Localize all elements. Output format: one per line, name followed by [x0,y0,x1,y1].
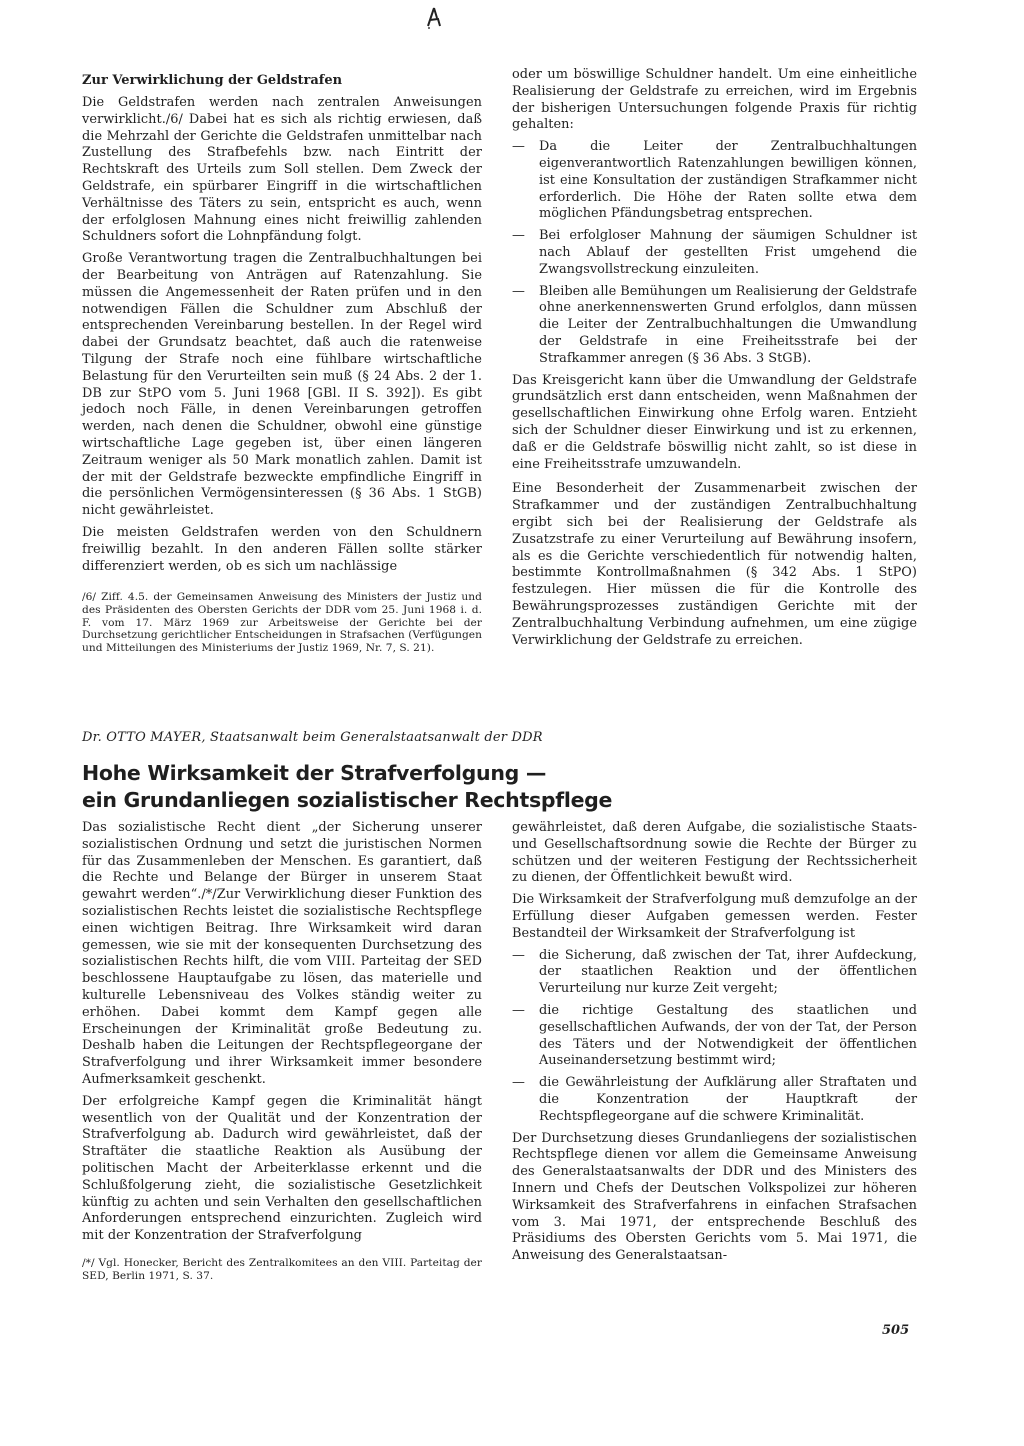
footnote-text: /6/ Ziff. 4.5. der Gemeinsamen Anweisung des Ministers der Justiz und des Präsidenten des Obersten Gerichts der DDR vom 25. Juni 1968 i. d. F. vom 17. März 1969 zur Arbeitsweise der Gerichte bei der Durchsetzung gerichtlicher Entscheidungen in Strafsachen (Verfügungen und Mitteilungen des Ministeriums der Justiz 1969, Nr. 7, S. 21). [82,591,482,654]
paragraph: Eine Besonderheit der Zusammenarbeit zwischen der Strafkammer und der zuständigen Zentralbuchhaltung ergibt sich bei der Realisierung der Geldstrafe als Zusatzstrafe zu einer Verurteilung auf Bewährung insofern, als es die Gerichte verschiedentlich für notwendig halten, bestimmte Kontrollmaßnahmen (§ 342 Abs. 1 StPO) festzulegen. Hier müssen die für die Kontrolle des Bewährungsprozesses zuständigen Gerichte mit der Zentralbuchhaltung Verbindung aufnehmen, um eine zügige Verwirklichung der Geldstrafe zu erreichen. [512,481,917,648]
top-left-column [82,72,482,659]
paragraph: Das sozialistische Recht dient „der Sicherung unserer sozialistischen Ordnung und setzt die juristischen Normen für das Zusammenleben der Menschen. Es garantiert, daß die Rechte und Belange der Bürger in unserem Staat gewahrt werden“./*/Zur Verwirklichung dieser Funktion des sozialistischen Rechts leistet die sozialistische Rechtspflege einen wichtigen Beitrag. Ihre Wirksamkeit wird daran gemessen, wie sie mit der konsequenten Durchsetzung des sozialistischen Rechts hilft, die vom VIII. Parteitag der SED beschlossene Hauptaufgabe zu lösen, das materielle und kulturelle Lebensniveau des Volkes ständig weiter zu erhöhen. Dabei kommt dem Kampf gegen alle Erscheinungen der Kriminalität große Bedeutung zu. Deshalb haben die Leitungen der Rechtspflegeorgane der Strafverfolgung und ihrer Wirksamkeit immer besondere Aufmerksamkeit geschenkt. [82,820,482,1087]
paragraph: Große Verantwortung tragen die Zentralbuchhaltungen bei der Bearbeitung von Anträgen auf Ratenzahlung. Sie müssen die Angemessenheit der Raten prüfen und in den notwendigen Fällen die Schuldner zum Abschluß der entsprechenden Vereinbarung bestellen. In der Regel wird dabei der Grundsatz beachtet, daß auch die ratenweise Tilgung der Strafe noch eine fühlbare wirtschaftliche Belastung für den Verurteilten sein muß (§ 24 Abs. 2 der 1. DB zur StPO vom 5. Juni 1968 [GBl. II S. 392]). Es gibt jedoch noch Fälle, in denen Vereinbarungen getroffen werden, nach denen die Schuldner, obwohl eine günstige wirtschaftliche Lage gegeben ist, über einen längeren Zeitraum weniger als 50 Mark monatlich zahlen. Damit ist der mit der Geldstrafe bezweckte empfindliche Eingriff in die persönlichen Vermögensinteressen (§ 36 Abs. 1 StGB) nicht gewährleistet. [82,251,482,519]
list-item: — Bleiben alle Bemühungen um Realisierung der Geldstrafe ohne anerkennenswerten Grund erfolglos, dann müssen die Leiter der Zentralbuchhaltungen die Umwandlung der Geldstrafe in eine Freiheitsstrafe bei der Strafkammer anregen (§ 36 Abs. 3 StGB). [512,284,917,368]
paragraph: Die Geldstrafen werden nach zentralen Anweisungen verwirklicht./6/ Dabei hat es sich als richtig erwiesen, daß die Mehrzahl der Gerichte die Geldstrafen unmittelbar nach Zustellung des Strafbefehls bzw. nach Eintritt der Rechtskraft des Urteils zum Soll stellen. Dem Zweck der Geldstrafe, ein spürbarer Eingriff in die wirtschaftlichen Verhältnisse des Täters zu sein, entspricht es auch, wenn der erfolglosen Mahnung eines nicht freiwillig zahlenden Schuldners sofort die Lohnpfändung folgt. [82,95,482,245]
article-right-column [512,820,917,1270]
dash-list [512,139,917,367]
article-left-column [82,820,482,1287]
paragraph: oder um böswillige Schuldner handelt. Um eine einheitliche Realisierung der Geldstrafe zu erreichen, wird im Ergebnis der bisherigen Untersuchungen folgende Praxis für richtig gehalten: [512,67,917,133]
section-heading: Zur Verwirklichung der Geldstrafen [82,73,343,88]
list-item: — Da die Leiter der Zentralbuchhaltungen eigenverantwortlich Ratenzahlungen bewilligen können, ist eine Konsultation der zuständigen Strafkammer nicht erforderlich. Die Höhe der Raten sollte etwa dem möglichen Pfändungsbetrag entsprechen. [512,139,917,223]
list-item: — die richtige Gestaltung des staatlichen und gesellschaftlichen Aufwands, der von der Tat, der Person des Täters und der Notwendigkeit der öffentlichen Auseinandersetzung bestimmt wird; [512,1003,917,1070]
article-title-line: ein Grundanliegen sozialistischer Rechtspflege [82,788,613,812]
paragraph: Der erfolgreiche Kampf gegen die Kriminalität hängt wesentlich von der Qualität und der Konzentration der Strafverfolgung ab. Dadurch wird gewährleistet, daß der Straftäter die staatliche Reaktion als Ausübung der politischen Macht der Arbeiterklasse erkennt und die Schlußfolgerung zieht, die sozialistische Gesetzlichkeit künftig zu achten und sein Verhalten den gesellschaftlichen Anforderungen entsprechend einzurichten. Zugleich wird mit der Konzentration der Strafverfolgung [82,1093,482,1244]
paragraph: Die meisten Geldstrafen werden von den Schuldnern freiwillig bezahlt. In den anderen Fällen sollte stärker differenziert werden, ob es sich um nachlässige [82,524,482,574]
page-number: 505 [882,1323,910,1338]
list-item: — die Sicherung, daß zwischen der Tat, ihrer Aufdeckung, der staatlichen Reaktion und der öffentlichen Verurteilung nur kurze Zeit vergeht; [512,948,917,998]
footnote-text: /*/ Vgl. Honecker, Bericht des Zentralkomitees an den VIII. Parteitag der SED, Berlin 1971, S. 37. [82,1256,482,1282]
printer-mark-icon [424,6,444,32]
footnote [82,591,482,654]
top-right-column [512,67,917,654]
author-line: Dr. OTTO MAYER, Staatsanwalt beim Generalstaatsanwalt der DDR [82,730,543,745]
paragraph: Das Kreisgericht kann über die Umwandlung der Geldstrafe grundsätzlich erst dann entscheiden, wenn Maßnahmen der gesellschaftlichen Einwirkung ohne Erfolg waren. Entzieht sich der Schuldner dieser Einwirkung und ist zu erkennen, daß er die Geldstrafe böswillig nicht zahlt, so ist diese in eine Freiheitsstrafe umzuwandeln. [512,372,917,472]
list-item: — die Gewährleistung der Aufklärung aller Straftaten und die Konzentration der Hauptkraft der Rechtspflegeorgane auf die schwere Kriminalität. [512,1075,917,1125]
paragraph: Der Durchsetzung dieses Grundanliegens der sozialistischen Rechtspflege dienen vor allem die Gemeinsame Anweisung des Generalstaatsanwalts der DDR und des Ministers des Innern und Chefs der Deutschen Volkspolizei zur höheren Wirksamkeit des Strafverfahrens in einfachen Strafsachen vom 3. Mai 1971, der entsprechende Beschluß des Präsidiums des Obersten Gerichts vom 5. Mai 1971, die Anweisung des Generalstaatsan- [512,1130,917,1264]
article-title [82,760,902,814]
paragraph: gewährleistet, daß deren Aufgabe, die sozialistische Staats- und Gesellschaftsordnung sowie die Rechte der Bürger zu schützen und der weiteren Festigung der Rechtssicherheit zu dienen, der Öffentlichkeit bewußt wird. [512,820,917,886]
article-title-line: Hohe Wirksamkeit der Strafverfolgung — [82,761,547,785]
dash-list [512,948,917,1126]
paragraph: Die Wirksamkeit der Strafverfolgung muß demzufolge an der Erfüllung dieser Aufgaben gemessen werden. Fester Bestandteil der Wirksamkeit der Strafverfolgung ist [512,892,917,941]
footnote [82,1257,482,1282]
list-item: — Bei erfolgloser Mahnung der säumigen Schuldner ist nach Ablauf der gestellten Frist umgehend die Zwangsvollstreckung einzuleiten. [512,228,917,278]
